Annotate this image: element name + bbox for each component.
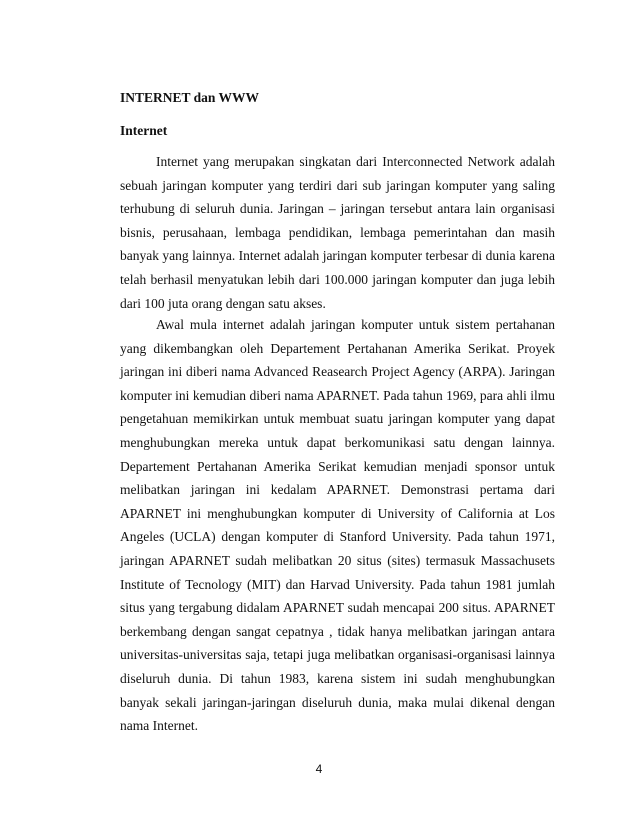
paragraph-definition: Internet yang merupakan singkatan dari Interconnected Network adalah sebuah jaringan komputer yang terdiri dari sub jaringan komputer yang saling terhubung di seluruh dunia. Jaringan – jaringan tersebut antara lain organisasi bisnis, perusahaan, lembaga pendidikan, lembaga pemerintahan dan masih banyak yang lainnya. Internet adalah jaringan komputer terbesar di dunia karena telah berhasil menyatukan lebih dari 100.000 jaringan komputer dan juga lebih dari 100 juta orang dengan satu akses. [120, 154, 555, 311]
page-number: 4 [315, 762, 323, 776]
paragraph-history: Awal mula internet adalah jaringan komputer untuk sistem pertahanan yang dikembangkan oleh Departement Pertahanan Amerika Serikat. Proyek jaringan ini diberi nama Advanced Reasearch Project Agency (ARPA). Jaringan komputer ini kemudian diberi nama APARNET. Pada tahun 1969, para ahli ilmu pengetahuan memikirkan untuk membuat suatu jaringan komputer yang dapat menghubungkan mereka untuk dapat berkomunikasi satu dengan lainnya. Departement Pertahanan Amerika Serikat kemudian menjadi sponsor untuk melibatkan jaringan ini kedalam APARNET. Demonstrasi pertama dari APARNET ini menghubungkan komputer di University of California at Los Angeles (UCLA) dengan komputer di Stanford University. Pada tahun 1971, jaringan APARNET sudah melibatkan 20 situs (sites) termasuk Massachusets Institute of Tecnology (MIT) dan Harvad University. Pada tahun 1981 jumlah situs yang tergabung didalam APARNET sudah mencapai 200 situs. APARNET berkembang dengan sangat cepatnya , tidak hanya melibatkan jaringan antara universitas-universitas saja, tetapi juga melibatkan organisasi-organisasi lainnya diseluruh dunia. Di tahun 1983, karena sistem ini sudah menghubungkan banyak sekali jaringan-jaringan diseluruh dunia, maka mulai dikenal dengan nama Internet. [120, 317, 555, 734]
section-heading: Internet [120, 123, 168, 138]
document-title: INTERNET dan WWW [120, 90, 260, 105]
